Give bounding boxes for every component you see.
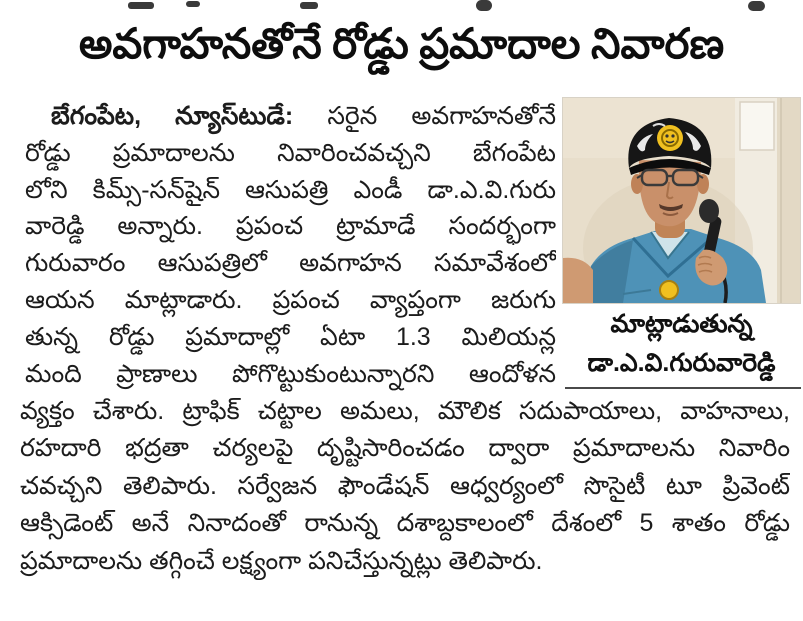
dateline: బేగంపేట, న్యూస్‌టుడే: [51,102,294,130]
photo-dr-guruva-reddy [563,98,800,303]
body-line: రోడ్డు ప్రమాదాలను నివారించవచ్చని బేగంపేట [25,138,556,167]
body-line: వారెడ్డి అన్నారు. ప్రపంచ ట్రామాడే సందర్భంగా [25,212,556,241]
body-line: తున్న రోడ్డు ప్రమాదాల్లో ఏటా 1.3 మిలియన్ల [25,322,556,351]
photo-caption-line1: మాట్లాడుతున్న [610,310,753,338]
body-line: మంది ప్రాణాలు పోగొట్టుకుంటున్నారని ఆందోళన [25,359,556,388]
body-line: చవచ్చని తెలిపారు. సర్వేజన ఫౌండేషన్ ఆధ్వర్యంలో సొసైటీ టూ ప్రివెంట్ [20,471,790,500]
body-line-text: సరైన అవగాహనతోనే [293,102,556,130]
body-line: ప్రమాదాలను తగ్గించే లక్ష్యంగా పనిచేస్తున్నట్లు తెలిపారు. [20,546,543,575]
cropped-text-fragment [748,1,765,11]
body-line [25,98,556,135]
photo-caption-line2: డా.ఎ.వి.గురువారెడ్డి [587,349,776,377]
body-line: వ్యక్తం చేశారు. ట్రాఫిక్ చట్టాల అమలు, మౌలిక సదుపాయాలు, వాహనాలు, [20,397,790,425]
caption-divider [565,387,801,389]
body-line: లోని కిమ్స్-సన్‌షైన్ ఆసుపత్రి ఎండీ డా.ఎ.వి.గురు [25,175,556,204]
body-line: ఆక్సిడెంట్ అనే నినాదంతో రానున్న దశాబ్దకాలంలో దేశంలో 5 శాతం రోడ్డు [20,509,790,538]
cropped-text-fragment [300,2,318,9]
cropped-text-fragment [128,2,154,9]
body-line: గురువారం ఆసుపత్రిలో అవగాహన సమావేశంలో [25,249,556,278]
body-line: ఆయన మాట్లాడారు. ప్రపంచ వ్యాప్తంగా జరుగు [25,285,556,314]
cropped-text-fragment [186,1,200,7]
body-line: రహదారి భద్రతా చర్యలపై దృష్టిసారించడం ద్వారా ప్రమాదాలను నివారిం [20,434,790,463]
photo-caption [560,305,803,383]
article-headline: అవగాహనతోనే రోడ్డు ప్రమాదాల నివారణ [78,22,725,68]
doctor-photo-illustration [563,98,800,303]
cropped-text-fragment [476,0,492,11]
article-body-full-width [20,393,790,580]
article-body-left-column [25,98,556,392]
